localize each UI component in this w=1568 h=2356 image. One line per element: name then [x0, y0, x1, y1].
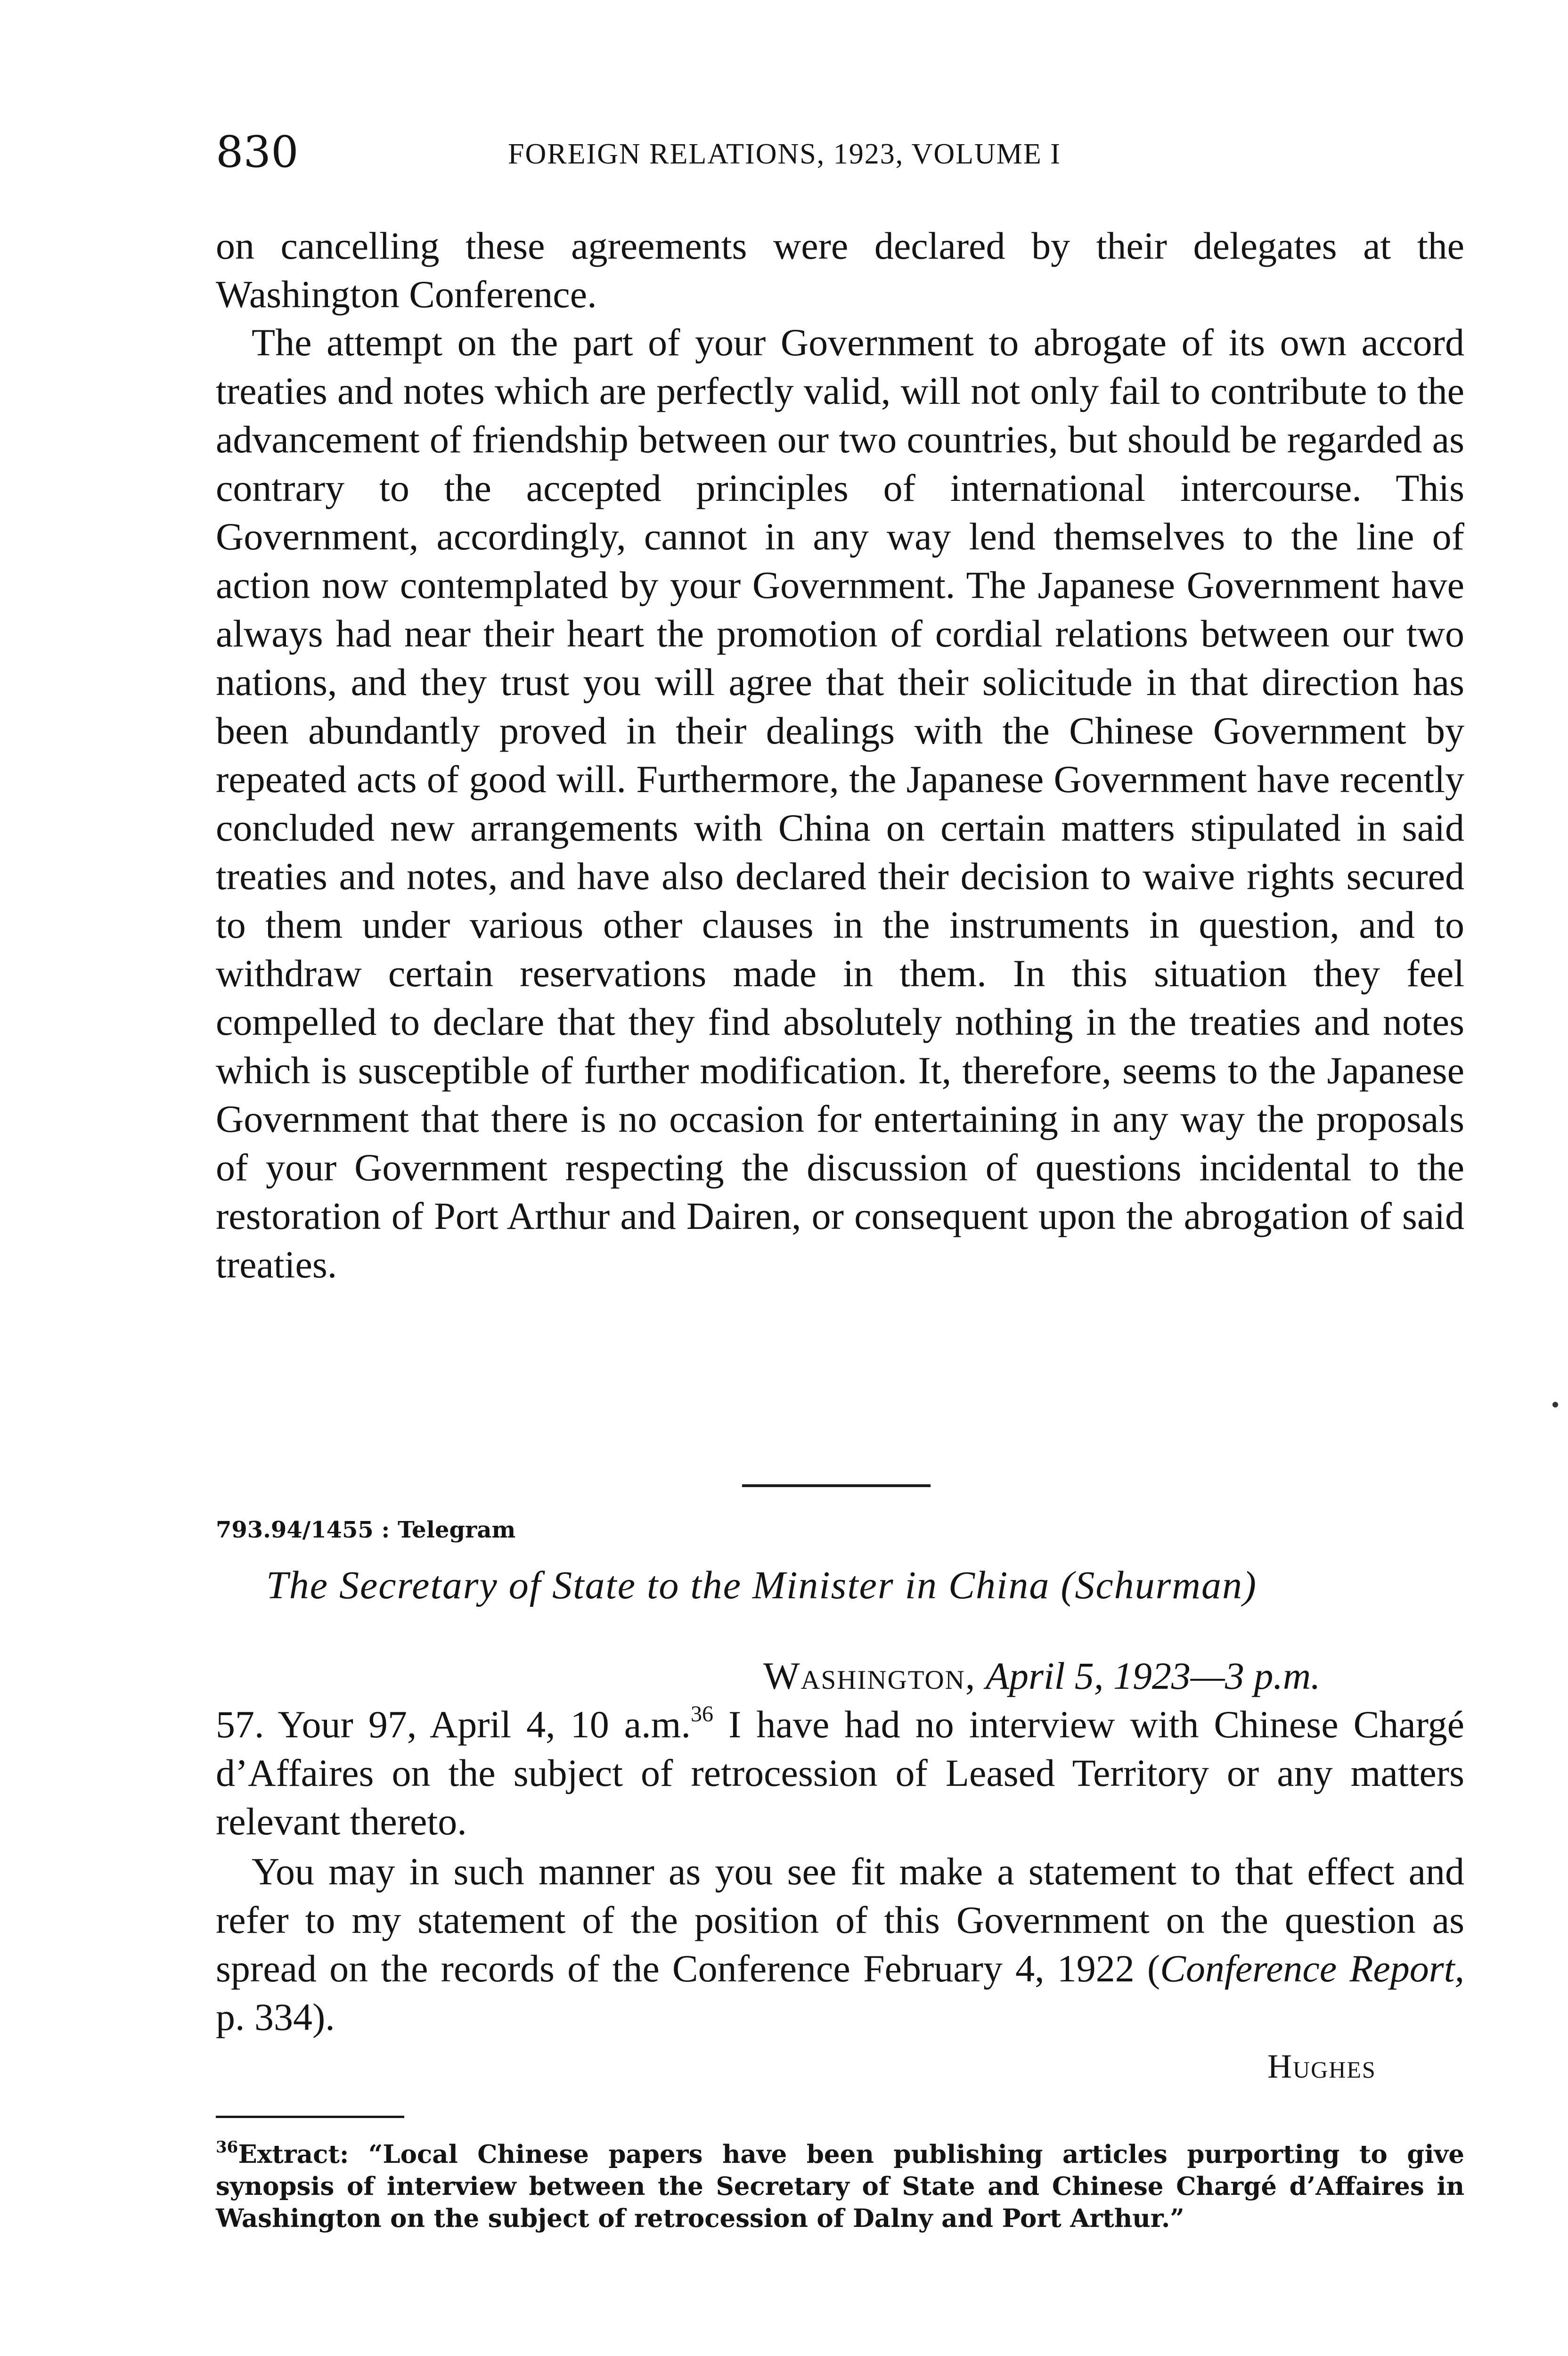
page-header — [216, 126, 1464, 178]
telegram-paragraph-2-end: p. 334). — [216, 1996, 335, 2038]
citation-title: Conference Report, — [1160, 1947, 1464, 1990]
margin-mark — [1552, 1402, 1558, 1407]
dateline — [763, 1652, 1321, 1700]
footnote-text: Extract: “Local Chinese papers have been publishing articles purporting to give synopsis of interview between the Secretary of State and Chinese Chargé d’Affaires in Washington on the subject of retrocession of Dalny and Port Arthur.” — [216, 2140, 1464, 2233]
telegram-paragraph-2-start: You may in such manner as you see fit make a statement to that effect and refer to my statement of the position of this Government on the question as spread on the records of the Conference February 4, 1922 ( — [216, 1850, 1464, 1990]
telegram-paragraph-1-rest: I have had no interview with Chinese Chargé d’Affaires on the subject of retrocession of Leased Territory or any matters relevant thereto. — [216, 1703, 1464, 1843]
signature: Hughes — [1267, 2047, 1376, 2085]
dateline-date: April 5, 1923—3 p.m. — [985, 1654, 1321, 1697]
file-reference: 793.94/1455 : Telegram — [216, 1517, 516, 1543]
running-head: FOREIGN RELATIONS, 1923, VOLUME I — [508, 138, 1061, 170]
dateline-place: Washington, — [763, 1654, 976, 1697]
telegram-paragraph-1 — [216, 1700, 1464, 1846]
footnote-divider — [216, 2116, 404, 2118]
page-number: 830 — [216, 127, 299, 177]
footnote — [216, 2138, 1464, 2234]
telegram-paragraph-2 — [216, 1847, 1464, 2041]
footnote-mark: 36 — [216, 2138, 238, 2157]
footnote-reference: 36 — [690, 1702, 713, 1726]
japanese-reply-paragraph: The attempt on the part of your Government to abrogate of its own accord treaties and notes which are perfectly valid, will not only fail to contribute to the advancement of friendship between our two countries, but should be regarded as contrary to the accepted principles of international intercourse. This Government, accordingly, cannot in any way lend themselves to the line of action now contemplated by your Government. The Japanese Government have always had near their heart the promotion of cordial relations between our two nations, and they trust you will agree that their solicitude in that direction has been abundantly proved in their dealings with the Chinese Government by repeated acts of good will. Furthermore, the Japanese Government have recently concluded new arrangements with China on certain matters stipulated in said treaties and notes, and have also declared their decision to waive rights secured to them under various other clauses in the instruments in question, and to withdraw certain reservations made in them. In this situation they feel compelled to declare that they find absolutely nothing in the treaties and notes which is susceptible of further modification. It, therefore, seems to the Japanese Government that there is no occasion for entertaining in any way the proposals of your Government respecting the discussion of questions incidental to the restoration of Port Arthur and Dairen, or consequent upon the abrogation of said treaties. — [216, 321, 1464, 1286]
section-divider — [742, 1484, 931, 1487]
continued-paragraph: on cancelling these agreements were declared by their delegates at the Washington Conference. — [216, 224, 1464, 316]
document-title: The Secretary of State to the Minister in China (Schurman) — [266, 1563, 1257, 1607]
telegram-paragraph-1-start: 57. Your 97, April 4, 10 a.m. — [216, 1703, 691, 1746]
